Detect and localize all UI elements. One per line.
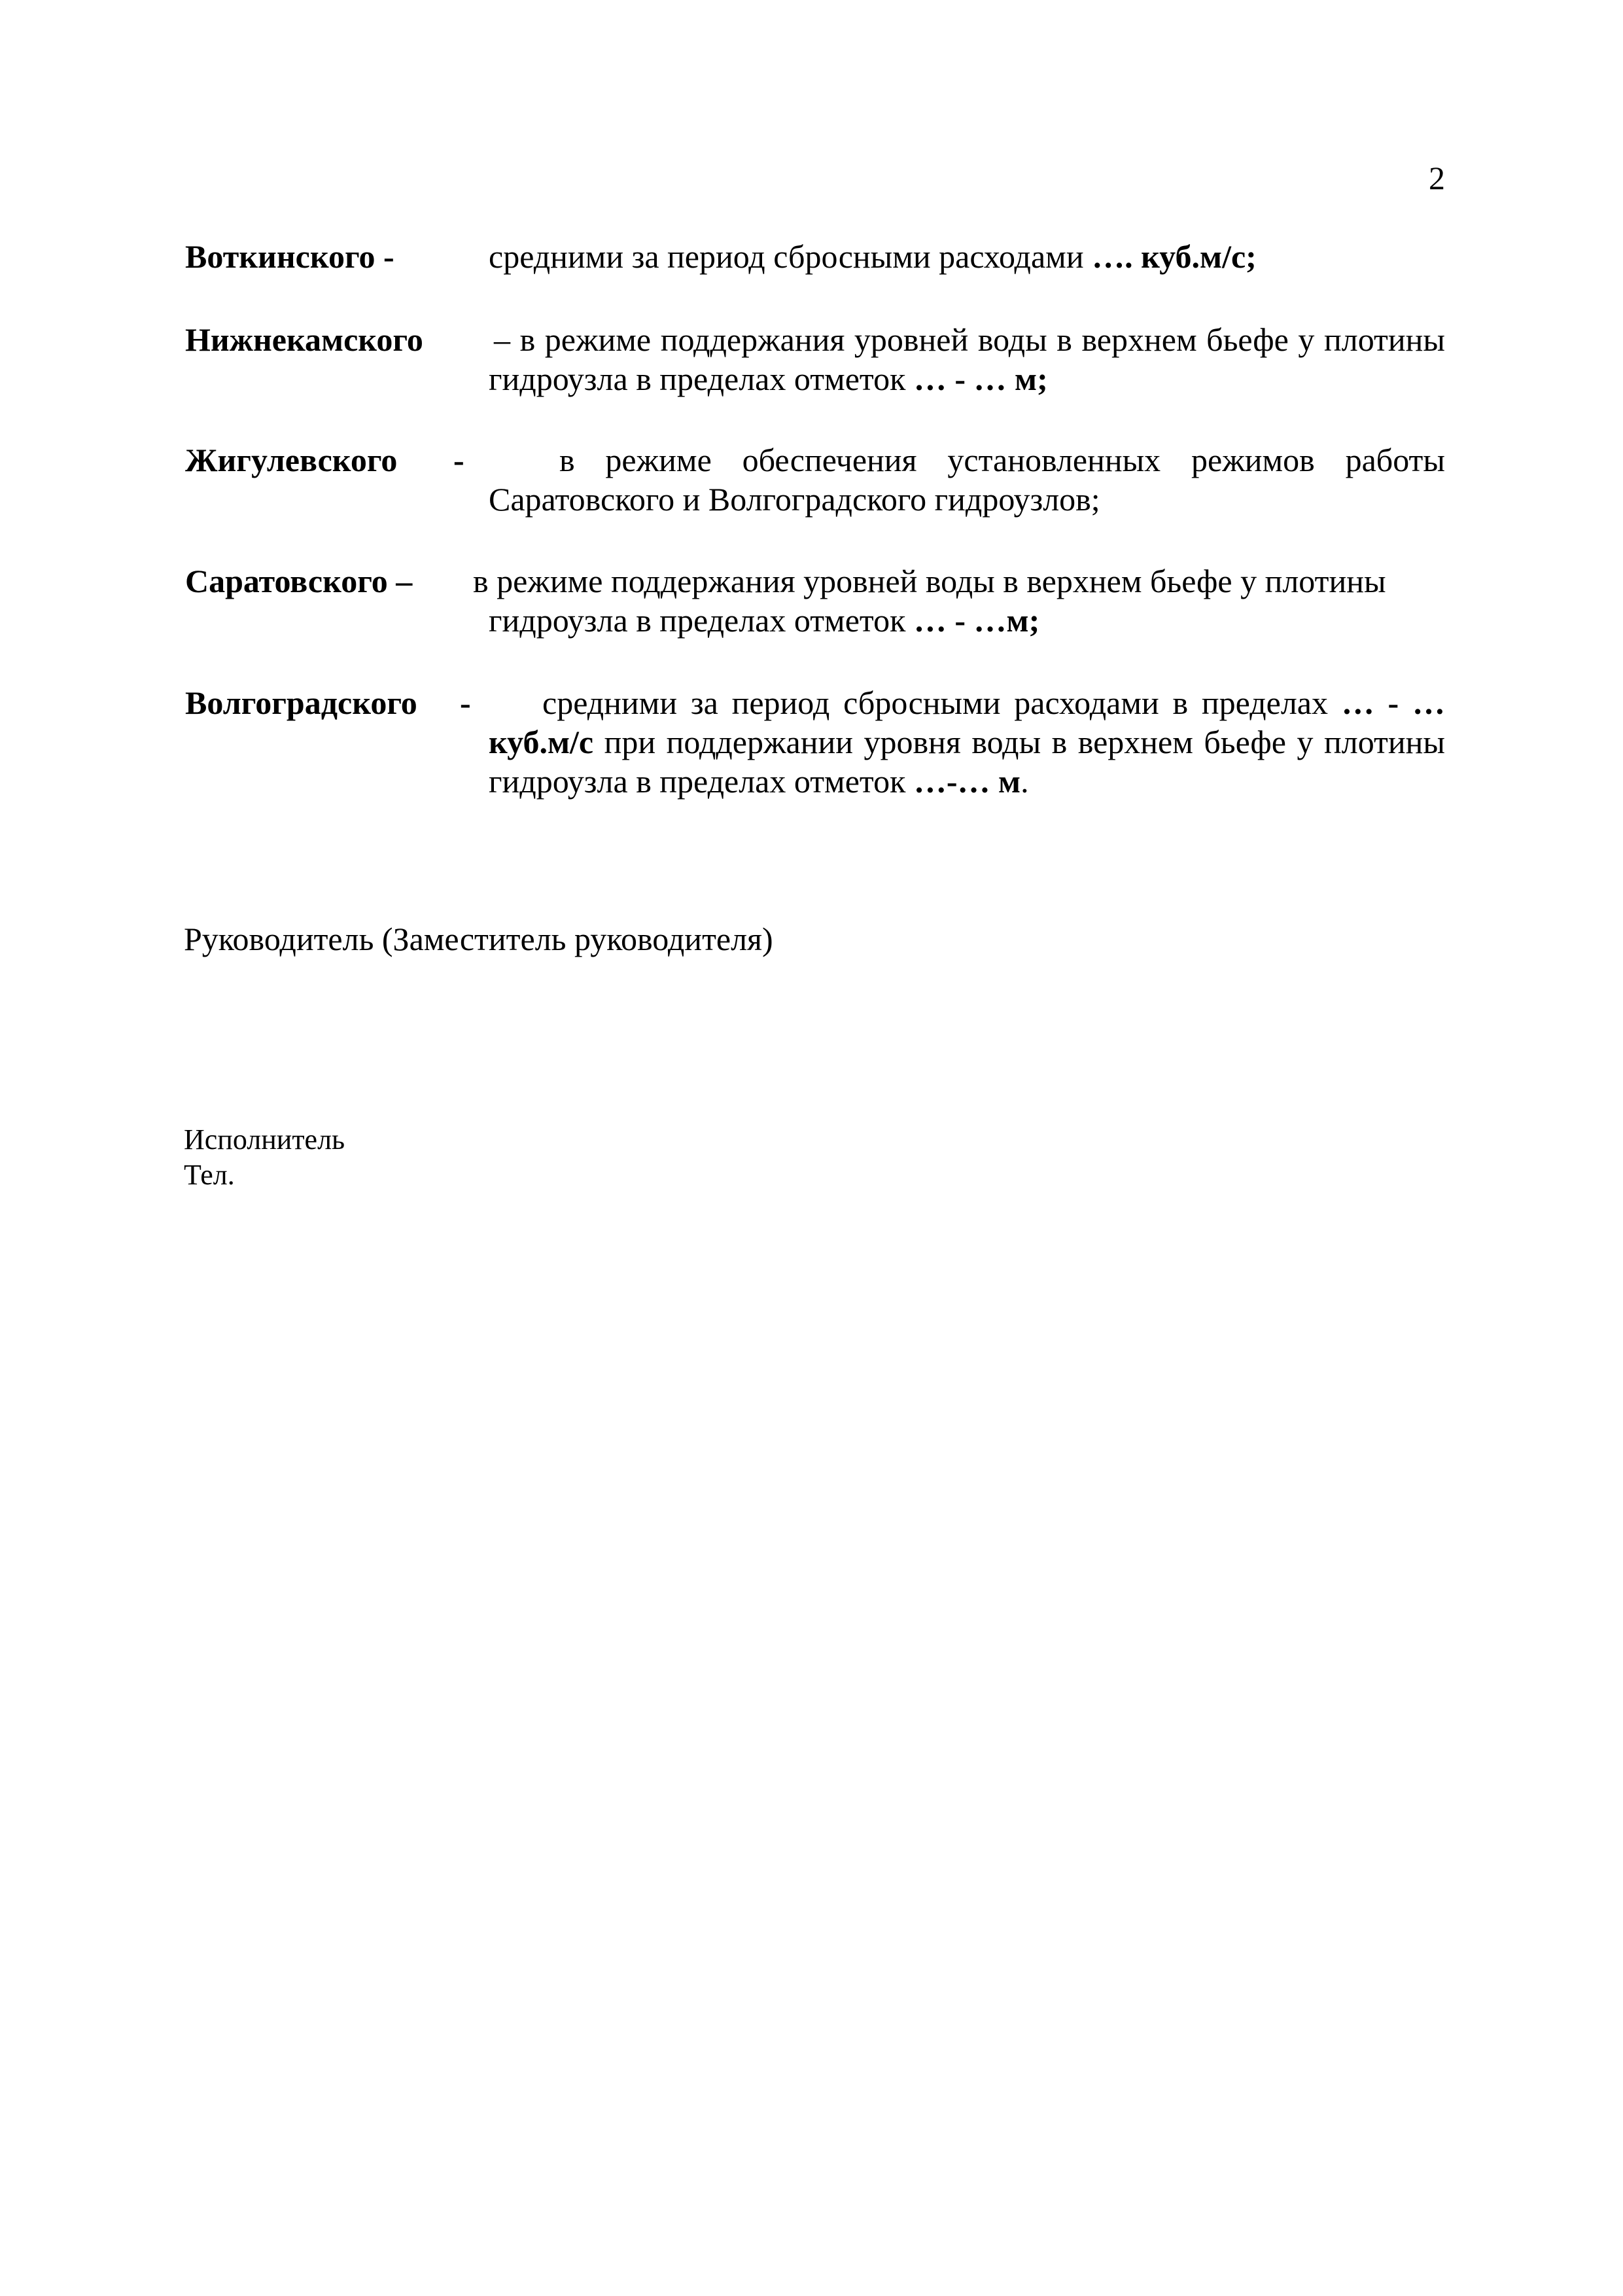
entry-value: … - … куб.м/с: [489, 684, 1445, 760]
entry-description: [473, 561, 1445, 640]
entry-text: гидроузла в пределах отметок: [489, 602, 914, 639]
signature-title: Руководитель (Заместитель руководителя): [184, 921, 773, 957]
entry-text: при поддержании уровня воды в верхнем бьефе у плотины гидроузла в пределах отметок: [489, 724, 1445, 800]
entry-text: в режиме обеспечения установленных режимов работы Саратовского и Волгоградского гидроузлов;: [489, 442, 1445, 518]
executor-block: [184, 1122, 345, 1193]
entry-description: [489, 440, 1445, 519]
phone-label: Тел.: [184, 1159, 235, 1191]
entry-value: … - …м;: [913, 602, 1040, 639]
entry-description: [489, 320, 1445, 398]
entry-text: средними за период сбросными расходами в пределах: [542, 684, 1342, 721]
entry-description: [489, 683, 1445, 801]
entry-text: .: [1021, 763, 1029, 800]
entry-name: Воткинского -: [185, 238, 394, 275]
entry-name: Нижнекамского: [185, 321, 423, 358]
entry-description: [489, 237, 1445, 276]
entry-value: … - … м;: [913, 361, 1048, 397]
page-number: 2: [1429, 160, 1445, 196]
entry-value: …. куб.м/с;: [1092, 238, 1257, 275]
entry-text: – в режиме поддержания уровней воды в верхнем бьефе у плотины гидроузла в пределах отметок: [489, 321, 1445, 397]
entry-name: Волгоградского: [185, 684, 417, 721]
executor-label: Исполнитель: [184, 1123, 345, 1156]
entry-text: средними за период сбросными расходами: [489, 238, 1092, 275]
entry-value: …-… м: [913, 763, 1021, 800]
entry-dash: -: [460, 684, 471, 721]
entry-dash: -: [453, 442, 464, 478]
entry-name: Жигулевского: [185, 442, 398, 478]
entry-lead: в режиме поддержания уровней воды в верхнем бьефе у плотины: [473, 563, 1386, 599]
entry-name: Саратовского –: [185, 563, 413, 599]
